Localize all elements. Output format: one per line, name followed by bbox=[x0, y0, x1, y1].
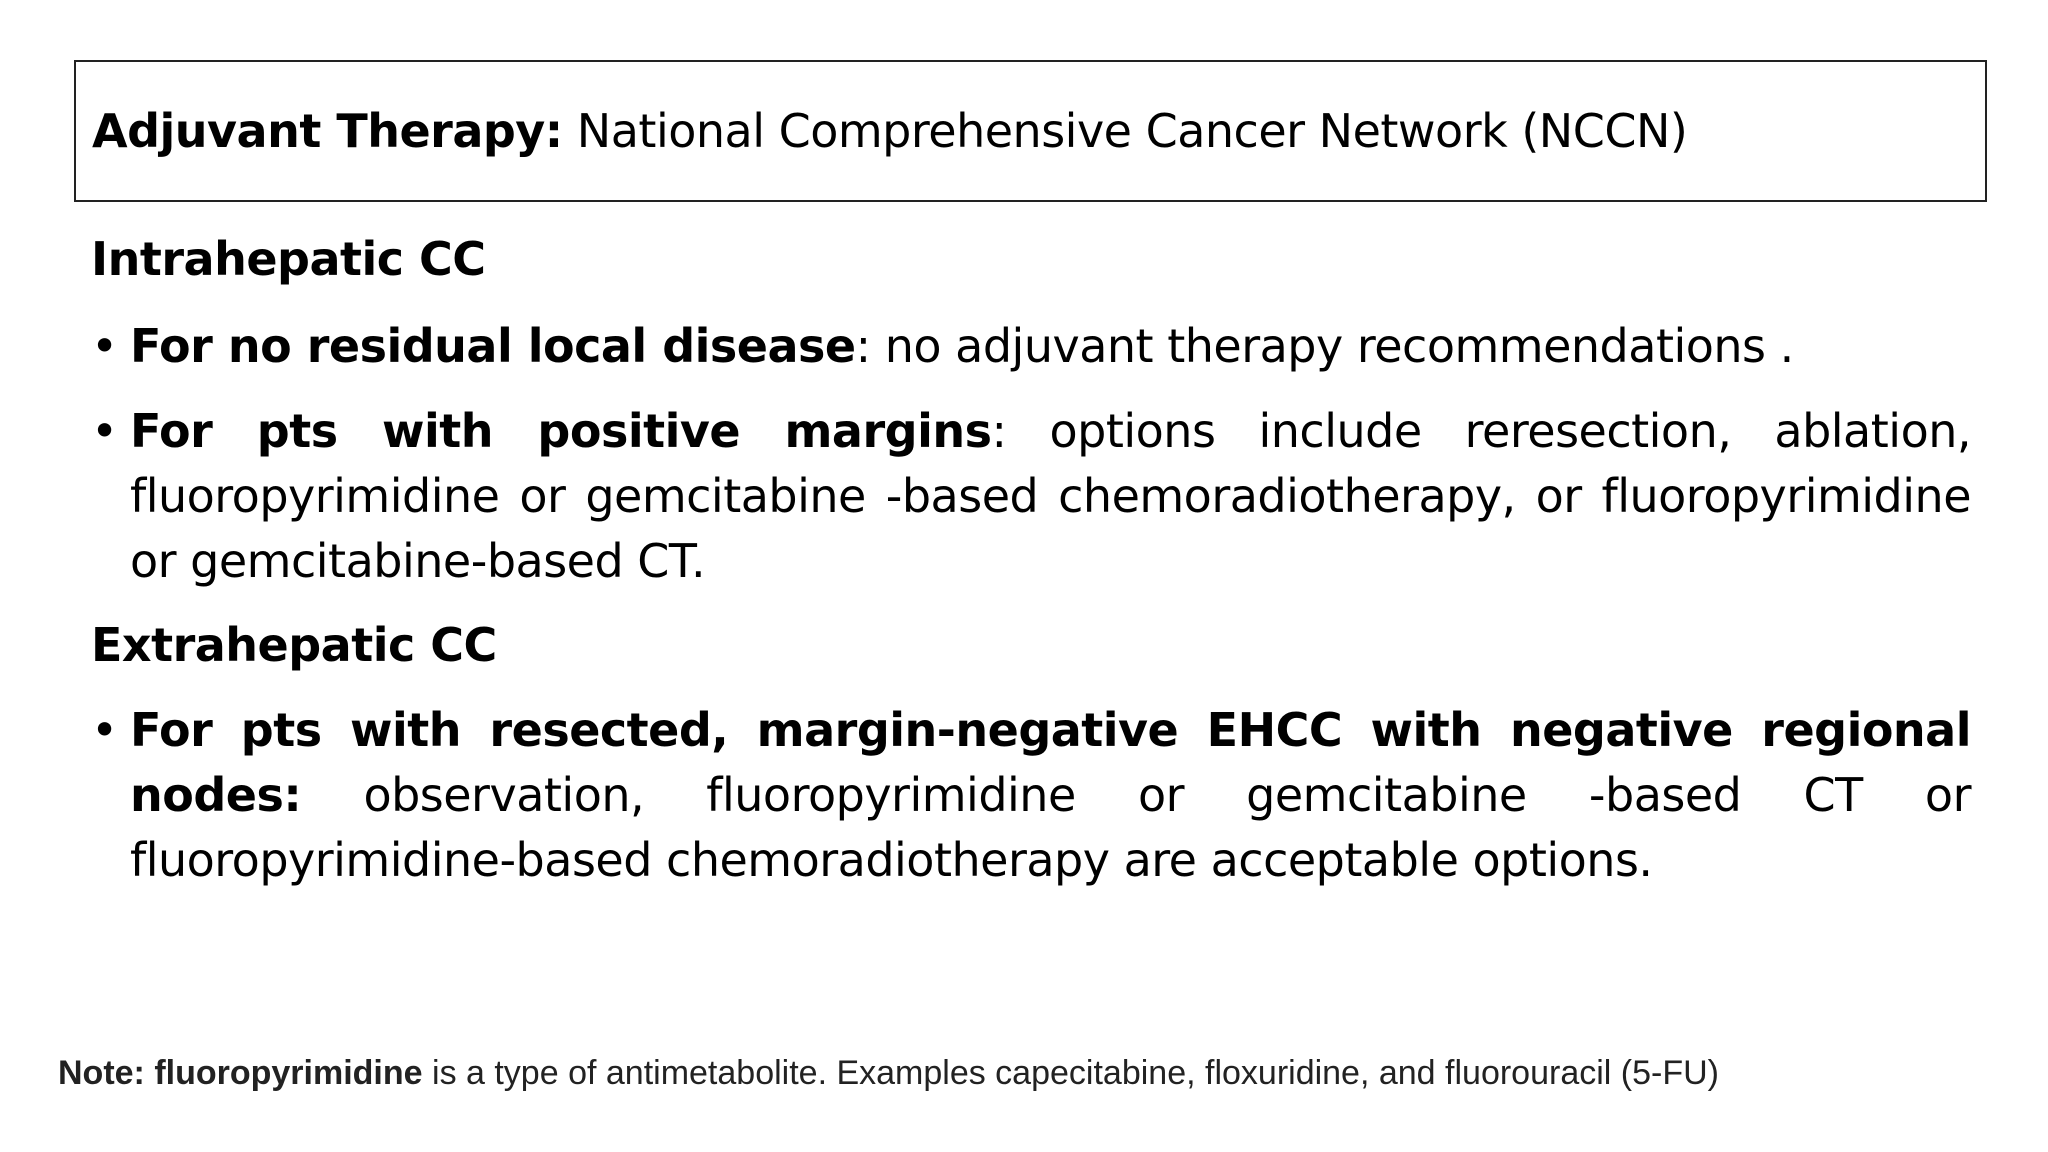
slide-content bbox=[91, 228, 1971, 893]
slide-title-rest: National Comprehensive Cancer Network (NCCN) bbox=[562, 104, 1688, 158]
footnote bbox=[58, 1054, 1719, 1093]
bullet-item bbox=[91, 399, 1971, 594]
footnote-bold: Note: fluoropyrimidine bbox=[58, 1054, 423, 1092]
slide-title bbox=[92, 104, 1687, 158]
bullet-item bbox=[91, 698, 1971, 893]
bullet-bold-text: For pts with positive margins bbox=[130, 404, 992, 458]
section-heading-intrahepatic: Intrahepatic CC bbox=[91, 232, 486, 286]
bullet-bold-text: For no residual local disease bbox=[130, 319, 856, 373]
bullet-text: observation, fluoropyrimidine or gemcitabine -based CT or fluoropyrimidine-based chemoradiotherapy are acceptable options. bbox=[130, 768, 1971, 887]
bullet-text: : no adjuvant therapy recommendations . bbox=[855, 319, 1794, 373]
bullet-text: : options include reresection, ablation, fluoropyrimidine or gemcitabine -based chemoradiotherapy, or fluoropyrimidine or gemcitabine-based CT. bbox=[130, 404, 1971, 588]
bullet-item bbox=[91, 314, 1971, 379]
footnote-text: is a type of antimetabolite. Examples capecitabine, floxuridine, and fluorouracil (5-FU) bbox=[422, 1054, 1719, 1092]
slide-title-bold: Adjuvant Therapy: bbox=[92, 104, 563, 158]
slide-title-box bbox=[74, 60, 1987, 202]
section-heading-extrahepatic: Extrahepatic CC bbox=[91, 618, 497, 672]
bullet-bold-text: For pts with resected, margin-negative EHCC with negative regional nodes: bbox=[130, 703, 1971, 822]
